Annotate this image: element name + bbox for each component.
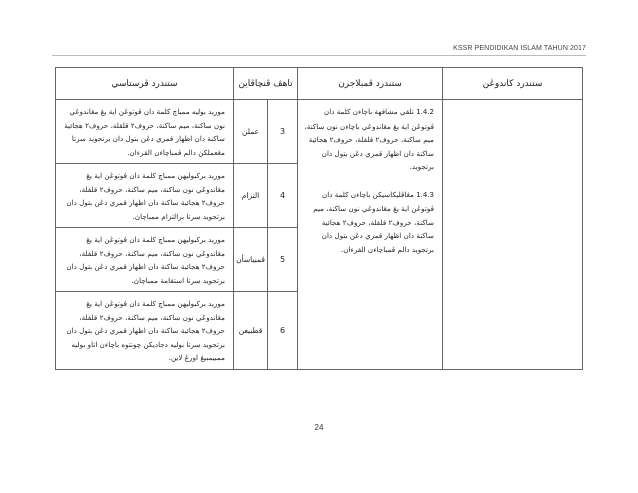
performance-standard-text: موريد بوليه ممباچ کلمة دان ڤوتوڠن اية يڠ مڠاندوڠي نون ساکنة، ميم ساکنة، حروف٢ قلقلة، حروف٢ هجائية ساکنة دان اظهار قمري دڠن بتول دان برتجويد سرتا مڠعملکن دالم ڤمباچاءن القرءان.	[56, 100, 234, 164]
table-row	[56, 100, 583, 164]
learning-item	[304, 105, 434, 174]
document-header: KSSR PENDIDIKAN ISLAM TAHUN 2017	[453, 45, 586, 52]
learning-item	[304, 188, 434, 257]
header-content-standard: ستندرد کاندوڠن	[443, 68, 583, 100]
performance-standard-text: موريد برکبوليهن ممباچ کلمة دان ڤوتوڠن اية يڠ مڠاندوڠي نون ساکنة، ميم ساکنة، حروف٢ قلقلة، حروف٢ هجائية ساکنة دان اظهار قمري دڠن بتول دان برتجويد سرتا برالتزام ممباچاڽ.	[56, 164, 234, 228]
content-standard-cell	[443, 100, 583, 370]
performance-level-number: 6	[268, 292, 298, 370]
performance-descriptor: قطبيعن	[234, 292, 268, 370]
learning-code: 1.4.2	[416, 108, 435, 116]
performance-standard-text: موريد برکبوليهن ممباچ کلمة دان ڤوتوڠن اية يڠ مڠاندوڠي نون ساکنة، ميم ساکنة، حروف٢ قلقلة، حروف٢ هجائية ساکنة دان اظهار قمري دڠن بتول دان برتجويد سرتا استقامة ممباچاڽ.	[56, 228, 234, 292]
performance-standard-text: موريد برکبوليهن ممباچ کلمة دان ڤوتوڠن اية يڠ مڠاندوڠي نون ساکنة، ميم ساکنة، حروف٢ قلقلة، حروف٢ هجائية ساکنة دان اظهار قمري دڠن بتول دان برتجويد سرتا بوليه دجاديکن چونتوه باچاءن اتاو بوليه ممبيمبيڠ اورڠ لاين.	[56, 292, 234, 370]
header-performance-level: تاهڤ ڤنچاڤاين	[234, 68, 298, 100]
learning-text: تلقي مشافهة باچاءن کلمة دان ڤوتوڠن اية يڠ مڠاندوڠي باچاءن نون ساکنة، ميم ساکنة، حروف٢ قلقلة، حروف٢ هجائية ساکنة دان اظهار قمري دڠن بتول دان برتجويد.	[304, 107, 435, 171]
learning-code: 1.4.3	[416, 190, 435, 199]
performance-level-number: 4	[268, 164, 298, 228]
curriculum-table	[55, 67, 583, 370]
performance-descriptor: عملن	[234, 100, 268, 164]
header-learning-standard: ستندرد ڤمبلاجرن	[298, 68, 443, 100]
header-divider	[52, 55, 586, 56]
learning-standard-cell	[298, 100, 443, 370]
page-number: 24	[314, 423, 324, 432]
learning-text: مڠاڤليکاسيکن باچاءن کلمة دان ڤوتوڠن اية يڠ مڠاندوڠي نون ساکنة، ميم ساکنة، حروف٢ قلقلة، حروف٢ هجائية ساکنة دان اظهار قمري دڠن بتول دان برتجويد دالم ڤمباچاءن القرءان.	[313, 189, 435, 254]
performance-level-number: 3	[268, 100, 298, 164]
performance-descriptor: ڤمبياسأن	[234, 228, 268, 292]
table-header-row	[56, 68, 583, 100]
performance-descriptor: التزام	[234, 164, 268, 228]
header-performance-standard: ستندرد ڤرستاسي	[56, 68, 234, 100]
performance-level-number: 5	[268, 228, 298, 292]
